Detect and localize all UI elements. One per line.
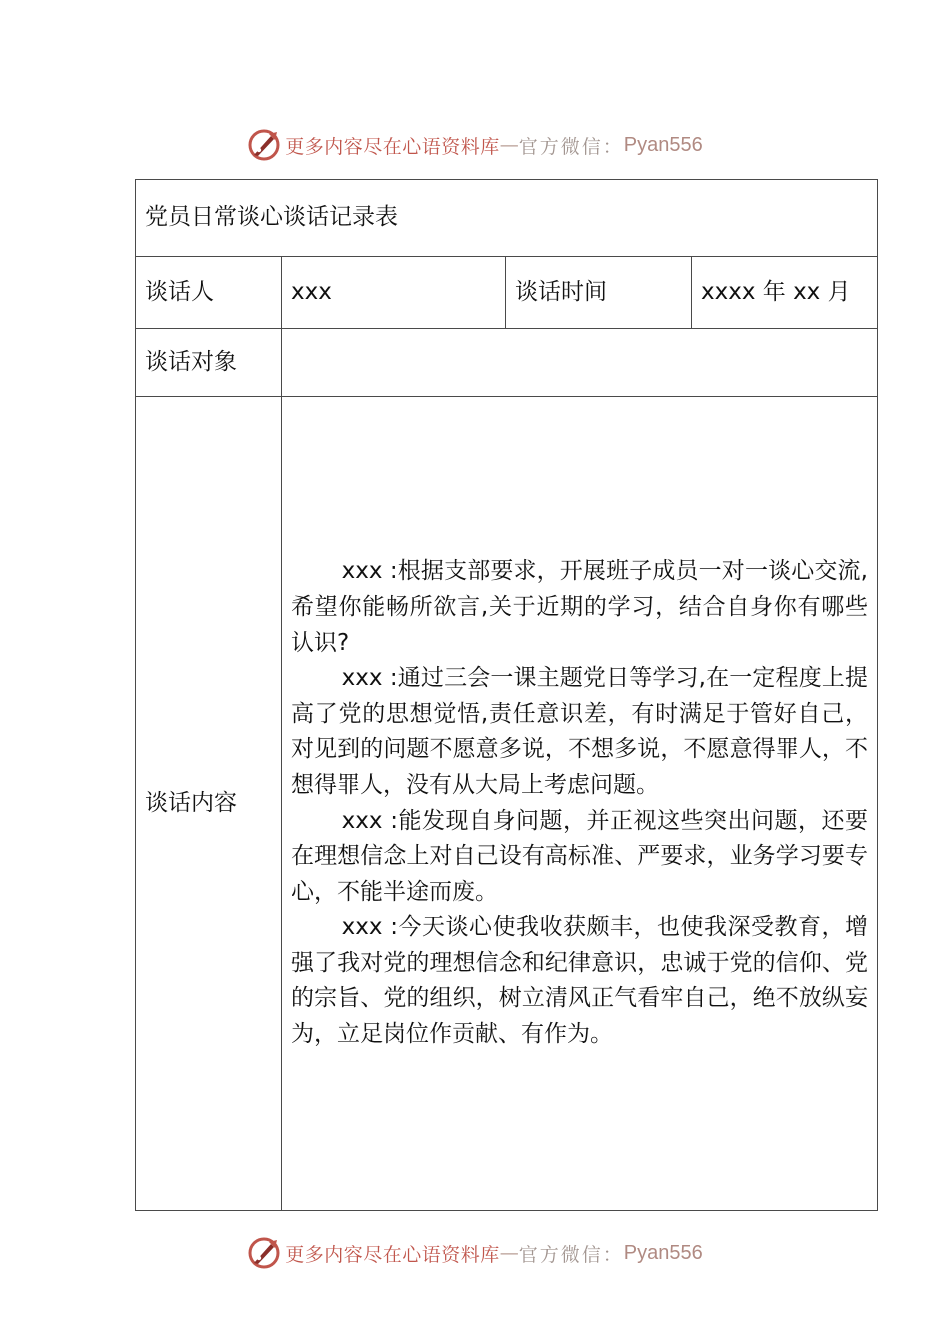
watermark-text: 更多内容尽在心语资料库 — [285, 1243, 500, 1266]
target-value — [282, 329, 878, 397]
table-row-content — [136, 397, 878, 1211]
speaker-label: 谈话人 — [136, 257, 282, 329]
table-title: 党员日常谈心谈话记录表 — [136, 180, 878, 257]
watermark-id: Pyan556 — [623, 133, 703, 156]
watermark-official: 官方微信： — [518, 1243, 624, 1266]
watermark-text: 更多内容尽在心语资料库 — [285, 135, 500, 158]
table-row-title — [136, 180, 878, 257]
watermark-separator: — — [499, 1242, 519, 1264]
quill-logo-icon — [247, 128, 281, 162]
table-row-info — [136, 257, 878, 329]
content-paragraph: xxx :今天谈心使我收获颇丰，也使我深受教育，增强了我对党的理想信念和纪律意识，忠诚于党的信仰、党的宗旨、党的组织，树立清风正气看牢自己，绝不放纵妄为，立足岗位作贡献、有作为。 — [291, 914, 868, 1048]
quill-logo-icon — [247, 1236, 281, 1270]
content-paragraph: xxx :通过三会一课主题党日等学习,在一定程度上提高了党的思想觉悟,责任意识差，有时满足于管好自己，对见到的问题不愿意多说，不想多说，不愿意得罪人，不想得罪人，没有从大局上考虑问题。 — [291, 665, 868, 798]
content-paragraph: xxx :根据支部要求，开展班子成员一对一谈心交流,希望你能畅所欲言,关于近期的学习，结合自身你有哪些认识? — [291, 558, 868, 656]
speaker-value: xxx — [282, 257, 506, 329]
content-body — [282, 397, 878, 1211]
talk-record-table — [135, 179, 878, 1211]
time-label: 谈话时间 — [506, 257, 692, 329]
target-label: 谈话对象 — [136, 329, 282, 397]
content-label: 谈话内容 — [136, 397, 282, 1211]
watermark-official: 官方微信： — [518, 135, 624, 158]
time-value: xxxx 年 xx 月 — [692, 257, 878, 329]
content-paragraph: xxx :能发现自身问题，并正视这些突出问题，还要在理想信念上对自己设有高标准、严要求，业务学习要专心，不能半途而废。 — [291, 807, 868, 905]
watermark-top — [0, 125, 950, 165]
watermark-id: Pyan556 — [623, 1241, 703, 1264]
watermark-separator: — — [499, 134, 519, 156]
watermark-bottom — [0, 1233, 950, 1273]
table-row-target — [136, 329, 878, 397]
